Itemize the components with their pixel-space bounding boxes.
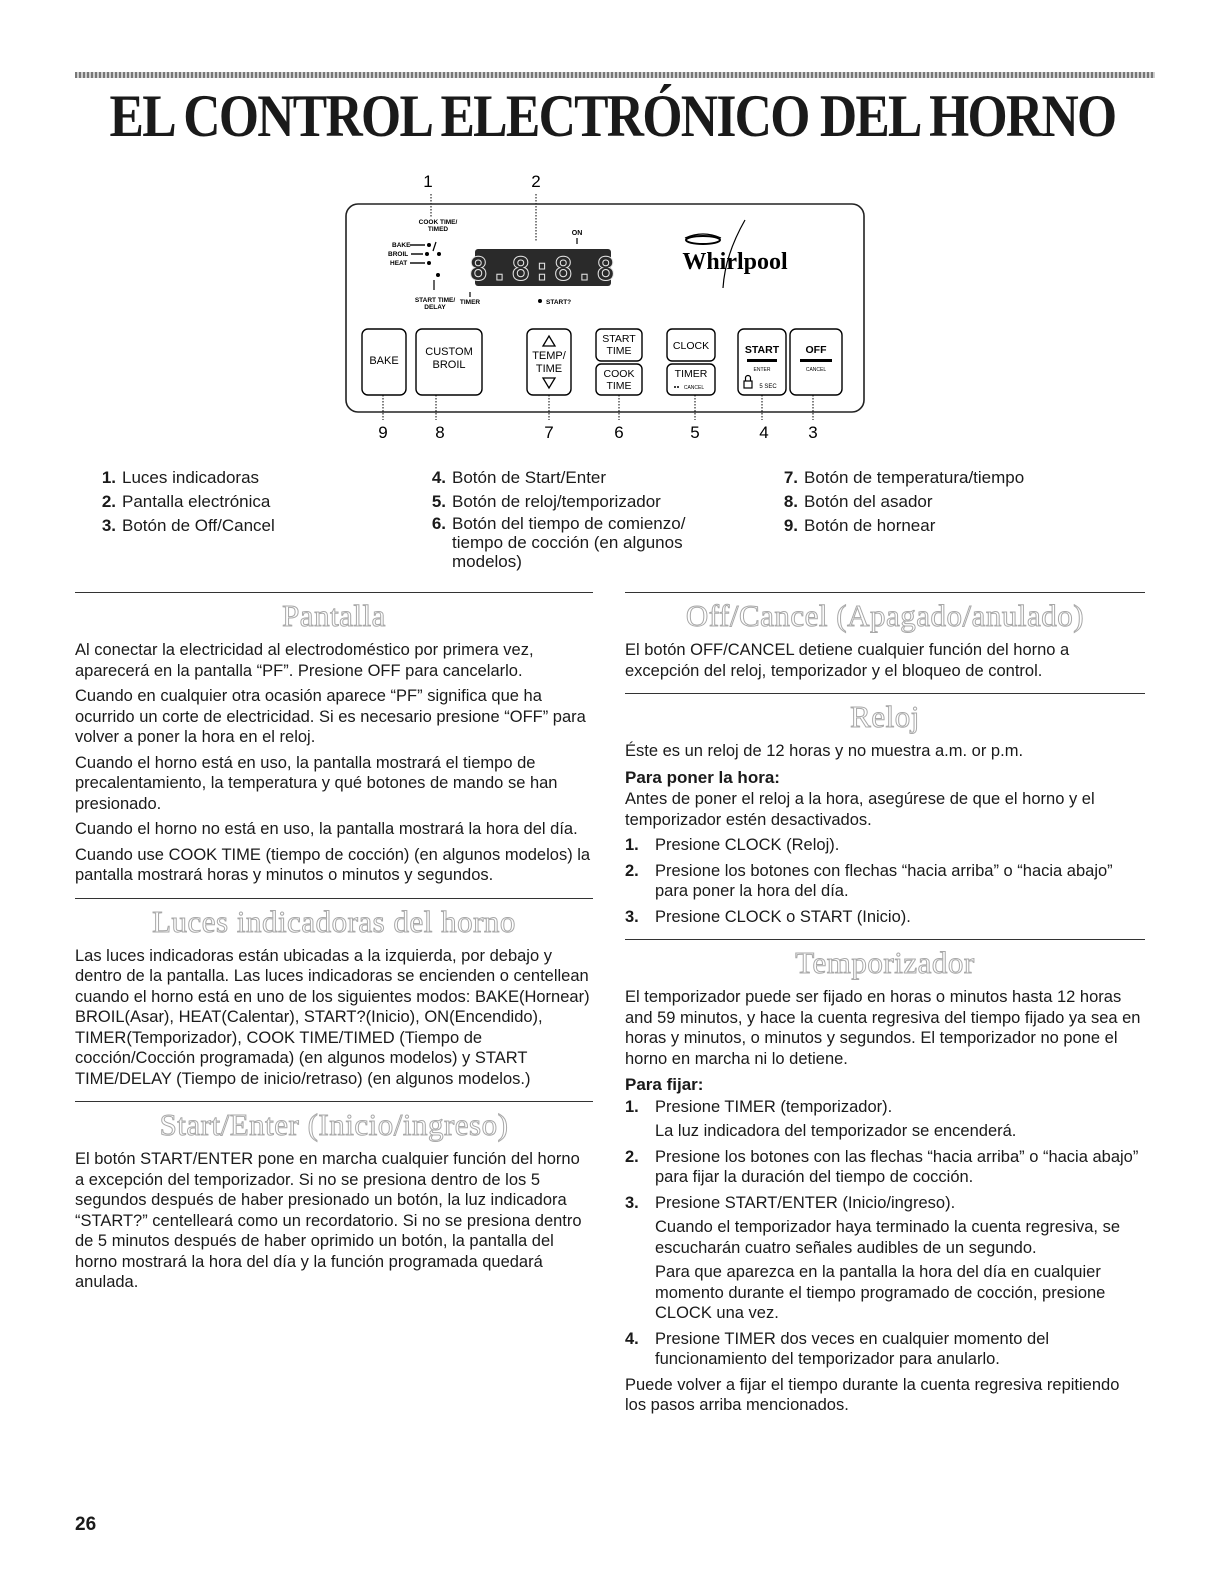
legend-item: 2. Pantalla electrónica xyxy=(101,492,271,511)
paragraph: El botón START/ENTER pone en marcha cualquier función del horno a excepción del temporizador. Si no se presiona dentro de los 5 segundos después de haber presionado un botón, la luz indicadora “START?” centelleará como un recordatorio. Si no se presiona dentro de 5 minutos después de haber oprimido un botón, la pantalla del horno mostrará la hora del día y la función programada quedará anulada. xyxy=(75,1150,582,1291)
svg-text:CANCEL: CANCEL xyxy=(805,367,827,373)
section-heading: Reloj xyxy=(850,699,920,734)
list-item: 1. Presione TIMER (temporizador). La luz indicadora del temporizador se encenderá. xyxy=(625,1097,1017,1140)
svg-text:5 SEC: 5 SEC xyxy=(759,384,777,390)
paragraph: Cuando en cualquier otra ocasión aparece “PF” significa que ha ocurrido un corte de electricidad. Si es necesario presione “OFF” para volver a poner la hora en el reloj. xyxy=(75,687,586,746)
svg-text:ENTER: ENTER xyxy=(753,367,771,373)
legend-item: 7. Botón de temperatura/tiempo xyxy=(783,468,1025,487)
display-digits: 8.8:8.8 xyxy=(468,250,618,288)
start-time-button[interactable] xyxy=(596,329,642,361)
page-number: 26 xyxy=(75,1514,97,1535)
section-start-enter xyxy=(75,1101,593,1293)
off-cancel-button[interactable] xyxy=(790,329,842,395)
right-column xyxy=(625,592,1145,1428)
top-rule xyxy=(75,72,1155,78)
svg-text:OFF: OFF xyxy=(805,344,827,356)
steps-list xyxy=(625,1097,1145,1370)
section-heading: Start/Enter (Inicio/ingreso) xyxy=(159,1107,509,1142)
svg-text:CUSTOM: CUSTOM xyxy=(425,346,473,358)
section-luces xyxy=(75,898,593,1090)
paragraph: Éste es un reloj de 12 horas y no muestra a.m. or p.m. xyxy=(625,742,1024,760)
section-heading: Luces indicadoras del horno xyxy=(152,903,516,939)
paragraph: Antes de poner el reloj a la hora, asegúrese de que el horno y el temporizador estén desactivados. xyxy=(625,790,1095,829)
svg-text:CLOCK: CLOCK xyxy=(672,340,710,352)
callout-1: 1 xyxy=(423,172,433,191)
paragraph: Cuando el horno está en uso, la pantalla mostrará el tiempo de precalentamiento, la temperatura y qué botones de mando se han presionado. xyxy=(75,753,558,813)
indicator-starttime: START TIME/ xyxy=(414,297,456,304)
custom-broil-button[interactable] xyxy=(416,329,482,395)
svg-text:BROIL: BROIL xyxy=(432,359,466,371)
list-item: 4. Presione TIMER dos veces en cualquier momento del funcionamiento del temporizador para anularlo. xyxy=(625,1329,1050,1368)
callout-8: 8 xyxy=(435,423,445,442)
section-off-cancel xyxy=(625,592,1145,681)
whirlpool-logo xyxy=(682,220,788,288)
callout-9: 9 xyxy=(378,423,388,442)
legend-item: 4. Botón de Start/Enter xyxy=(431,468,607,487)
svg-text:START: START xyxy=(744,344,780,356)
indicator-start: START? xyxy=(546,299,572,306)
indicator-delay: DELAY xyxy=(424,304,446,311)
legend-item: 5. Botón de reloj/temporizador xyxy=(431,492,661,511)
indicator-bake: BAKE xyxy=(392,242,411,249)
paragraph: Cuando use COOK TIME (tiempo de cocción) (en algunos modelos) la pantalla mostrará horas y minutos o minutos y segundos. xyxy=(75,845,591,884)
indicator-timer: TIMER xyxy=(459,299,481,306)
paragraph: El temporizador puede ser fijado en horas o minutos hasta 12 horas and 59 minutos, y hace la cuenta regresiva del tiempo fijado ya sea en horas y minutos, o minutos y segundos. El temporizador no pone el horno en marcha ni lo detiene. xyxy=(625,988,1141,1068)
left-column xyxy=(75,592,593,1305)
bake-button[interactable] xyxy=(362,329,406,395)
timer-button[interactable] xyxy=(667,364,715,395)
clock-button[interactable] xyxy=(667,329,715,361)
indicator-heat: HEAT xyxy=(390,260,408,267)
list-item: 3. Presione START/ENTER (Inicio/ingreso). Cuando el temporizador haya terminado la cuenta regresiva, se escucharán cuatro señales audibles de un segundo. Para que aparezca en la pantalla la hora del día en cualquier momento durante el tiempo programado de cocción, presione CLOCK una vez. xyxy=(625,1193,1121,1322)
legend-column-3 xyxy=(770,466,1150,538)
legend-item: 6. Botón del tiempo de comienzo/ tiempo de cocción (en algunos modelos) xyxy=(431,514,686,571)
indicator-cooktime: COOK TIME/ xyxy=(418,219,458,226)
svg-text:CANCEL: CANCEL xyxy=(683,385,705,391)
subheading: Para fijar: xyxy=(625,1075,704,1094)
svg-text:Whirlpool: Whirlpool xyxy=(682,249,788,275)
page-title: EL CONTROL ELECTRÓNICO DEL HORNO xyxy=(109,83,1116,149)
svg-text:TEMP/: TEMP/ xyxy=(532,350,566,362)
indicator-broil: BROIL xyxy=(388,251,409,258)
subheading: Para poner la hora: xyxy=(625,767,780,787)
list-item: 1. Presione CLOCK (Reloj). xyxy=(625,836,840,854)
legend-item: 8. Botón del asador xyxy=(783,492,933,511)
cook-time-button[interactable] xyxy=(596,364,642,395)
callout-3: 3 xyxy=(808,423,818,442)
section-heading: Temporizador xyxy=(795,945,975,980)
section-pantalla xyxy=(75,592,593,886)
callout-4: 4 xyxy=(759,423,769,442)
svg-text:TIME: TIME xyxy=(535,363,563,375)
legend-item: 1. Luces indicadoras xyxy=(101,468,260,487)
paragraph: El botón OFF/CANCEL detiene cualquier función del horno a excepción del reloj, temporizador y el bloqueo de control. xyxy=(625,641,1070,680)
start-enter-button[interactable] xyxy=(738,329,786,395)
list-item: 3. Presione CLOCK o START (Inicio). xyxy=(625,907,911,926)
paragraph: Al conectar la electricidad al electrodoméstico por primera vez, aparecerá en la pantalla “PF”. Presione OFF para cancelarlo. xyxy=(75,641,534,680)
paragraph: Las luces indicadoras están ubicadas a la izquierda, por debajo y dentro de la pantalla. Las luces indicadoras se encienden o centellean cuando el horno está en uno de los siguientes modos: BAKE(Hornear) BROIL(Asar), HEAT(Calentar), START?(Inicio), ON(Encendido), TIMER(Temporizador), COOK TIME/TIMED (Tiempo de cocción/Cocción programada) (en algunos modelos) y START TIME/DELAY (Tiempo de inicio/retraso) (en algunos modelos.) xyxy=(75,946,590,1088)
callout-7: 7 xyxy=(544,423,554,442)
section-heading: Pantalla xyxy=(282,598,386,633)
legend-item: 3. Botón de Off/Cancel xyxy=(101,516,275,535)
svg-text:START: START xyxy=(602,333,636,345)
paragraph: Cuando el horno no está en uso, la pantalla mostrará la hora del día. xyxy=(75,820,578,838)
legend-column-2 xyxy=(418,466,748,571)
list-item: 2. Presione los botones con flechas “hacia arriba” o “hacia abajo” para poner la hora del día. xyxy=(625,861,1113,900)
temp-time-button[interactable] xyxy=(527,329,571,395)
indicator-on: ON xyxy=(571,230,583,237)
section-reloj xyxy=(625,693,1145,927)
svg-text:TIME: TIME xyxy=(606,380,632,392)
callout-6: 6 xyxy=(614,423,624,442)
callout-5: 5 xyxy=(690,423,700,442)
paragraph: Puede volver a fijar el tiempo durante la cuenta regresiva repitiendo los pasos arriba mencionados. xyxy=(625,1375,1120,1414)
section-heading: Off/Cancel (Apagado/anulado) xyxy=(685,598,1085,633)
svg-text:TIMER: TIMER xyxy=(674,368,708,380)
svg-text:BAKE: BAKE xyxy=(369,355,399,367)
control-panel-diagram xyxy=(340,172,880,442)
svg-text:COOK: COOK xyxy=(603,368,635,380)
indicator-timed: TIMED xyxy=(427,226,449,233)
section-temporizador xyxy=(625,939,1145,1416)
callout-2: 2 xyxy=(531,172,541,191)
steps-list xyxy=(625,835,1145,927)
list-item: 2. Presione los botones con las flechas “hacia arriba” o “hacia abajo” para fijar la duración del tiempo de cocción. xyxy=(625,1147,1139,1186)
legend-column-1 xyxy=(88,466,418,538)
svg-text:TIME: TIME xyxy=(606,345,632,357)
legend-item: 9. Botón de hornear xyxy=(783,516,936,535)
